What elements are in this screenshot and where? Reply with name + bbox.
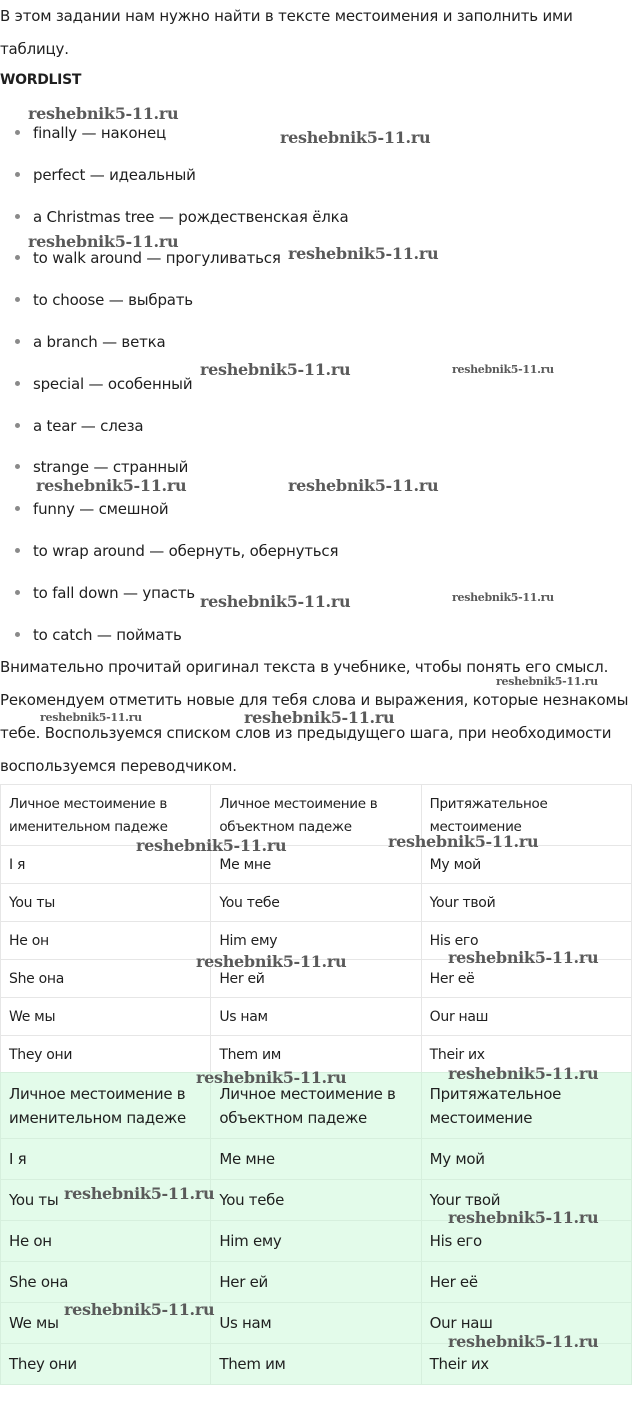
watermark: reshebnik5-11.ru	[448, 1332, 599, 1351]
table-cell: You ты	[1, 1180, 211, 1221]
table-cell: Your твой	[421, 1180, 631, 1221]
watermark: reshebnik5-11.ru	[448, 1208, 599, 1227]
table-cell: Us нам	[211, 998, 421, 1036]
table-cell: Your твой	[421, 884, 631, 922]
table-cell: Her её	[421, 960, 631, 998]
wordlist-heading: WORDLIST	[0, 72, 82, 88]
table-cell: Our наш	[421, 998, 631, 1036]
table-cell: Them им	[211, 1036, 421, 1074]
watermark: reshebnik5-11.ru	[452, 591, 554, 604]
watermark: reshebnik5-11.ru	[28, 232, 179, 251]
watermark: reshebnik5-11.ru	[388, 832, 539, 851]
watermark: reshebnik5-11.ru	[448, 1064, 599, 1083]
list-item	[0, 614, 632, 656]
table-row	[1, 922, 632, 960]
table-cell: You ты	[1, 884, 211, 922]
watermark: reshebnik5-11.ru	[28, 104, 179, 123]
table-row	[1, 1262, 632, 1303]
wordlist-entry: finally — наконец	[33, 124, 166, 142]
table-row	[1, 1344, 632, 1385]
table-row	[1, 1139, 632, 1180]
watermark: reshebnik5-11.ru	[496, 675, 598, 688]
wordlist-entry: to walk around — прогуливаться	[33, 249, 281, 268]
table-cell: Her ей	[211, 1262, 421, 1303]
table-cell: We мы	[1, 998, 211, 1036]
header-cell: Личное местоимение в именительном падеже	[1, 785, 211, 846]
bullet-icon	[15, 590, 20, 595]
table-cell: My мой	[421, 1139, 631, 1180]
intro-paragraph: В этом задании нам нужно найти в тексте местоимения и заполнить ими таблицу.	[0, 7, 573, 58]
table-cell: His его	[421, 922, 631, 960]
answer-table	[0, 1072, 632, 1385]
table-cell: His его	[421, 1221, 631, 1262]
table-header-row	[1, 785, 632, 846]
table-cell: My мой	[421, 846, 631, 884]
list-item	[0, 488, 632, 530]
watermark: reshebnik5-11.ru	[244, 708, 395, 727]
watermark: reshebnik5-11.ru	[280, 128, 431, 147]
table-cell: Him ему	[211, 922, 421, 960]
table-cell: They они	[1, 1344, 211, 1385]
watermark: reshebnik5-11.ru	[196, 952, 347, 971]
wordlist	[0, 112, 632, 655]
table-cell: He он	[1, 922, 211, 960]
table-cell: They они	[1, 1036, 211, 1074]
table-header-row	[1, 1073, 632, 1139]
table-row	[1, 846, 632, 884]
table-cell: Me мне	[211, 846, 421, 884]
wordlist-entry: perfect — идеальный	[33, 165, 196, 184]
header-cell: Притяжательное местоимение	[421, 785, 631, 846]
watermark: reshebnik5-11.ru	[200, 592, 351, 611]
list-item	[0, 196, 632, 238]
table-cell: He он	[1, 1221, 211, 1262]
wordlist-entry: to wrap around — обернуть, обернуться	[33, 541, 339, 560]
watermark: reshebnik5-11.ru	[36, 476, 187, 495]
watermark: reshebnik5-11.ru	[200, 360, 351, 379]
bullet-icon	[15, 632, 20, 637]
watermark: reshebnik5-11.ru	[196, 1068, 347, 1087]
list-item	[0, 405, 632, 447]
watermark: reshebnik5-11.ru	[288, 244, 439, 263]
watermark: reshebnik5-11.ru	[136, 836, 287, 855]
list-item	[0, 446, 632, 488]
table-row	[1, 1303, 632, 1344]
wordlist-entry: funny — смешной	[33, 500, 169, 519]
list-item	[0, 154, 632, 196]
bullet-icon	[15, 297, 20, 302]
table-row	[1, 998, 632, 1036]
wordlist-entry: to catch — поймать	[33, 625, 182, 644]
table-cell: Her ей	[211, 960, 421, 998]
list-item	[0, 279, 632, 321]
table-cell: I я	[1, 1139, 211, 1180]
bullet-icon	[15, 506, 20, 511]
wordlist-entry: special — особенный	[33, 374, 193, 393]
bullet-icon	[15, 381, 20, 386]
list-item	[0, 321, 632, 363]
wordlist-entry: strange — странный	[33, 458, 189, 477]
wordlist-entry: to fall down — упасть	[33, 583, 195, 602]
table-cell: Their их	[421, 1344, 631, 1385]
watermark: reshebnik5-11.ru	[40, 711, 142, 724]
instruction-paragraph: Внимательно прочитай оригинал текста в учебнике, чтобы понять его смысл. Рекомендуем отметить новые для тебя слова и выражения, которые незнакомы тебе. Воспользуемся списком слов из предыдущего шага, при необходимости воспользуемся переводчиком.	[0, 658, 629, 775]
bullet-icon	[15, 423, 20, 428]
table-cell: I я	[1, 846, 211, 884]
bullet-icon	[15, 339, 20, 344]
table-row	[1, 1036, 632, 1074]
table-cell: Me мне	[211, 1139, 421, 1180]
header-cell: Личное местоимение в объектном падеже	[211, 785, 421, 846]
bullet-icon	[15, 172, 20, 177]
table-cell: Us нам	[211, 1303, 421, 1344]
watermark: reshebnik5-11.ru	[64, 1300, 215, 1319]
table-cell: Her её	[421, 1262, 631, 1303]
table-cell: You тебе	[211, 1180, 421, 1221]
table-row	[1, 884, 632, 922]
table-cell: She она	[1, 1262, 211, 1303]
table-cell: You тебе	[211, 884, 421, 922]
wordlist-entry: to choose — выбрать	[33, 291, 193, 310]
bullet-icon	[15, 130, 20, 135]
header-cell: Личное местоимение в именительном падеже	[1, 1073, 211, 1139]
table-cell: Them им	[211, 1344, 421, 1385]
bullet-icon	[15, 255, 20, 260]
table-cell: She она	[1, 960, 211, 998]
watermark: reshebnik5-11.ru	[64, 1184, 215, 1203]
list-item	[0, 572, 632, 614]
wordlist-entry: a Christmas tree — рождественская ёлка	[33, 207, 349, 226]
header-cell: Личное местоимение в объектном падеже	[211, 1073, 421, 1139]
list-item	[0, 530, 632, 572]
watermark: reshebnik5-11.ru	[452, 363, 554, 376]
list-item	[0, 112, 632, 154]
bullet-icon	[15, 464, 20, 469]
table-row	[1, 960, 632, 998]
table-row	[1, 1180, 632, 1221]
list-item	[0, 363, 632, 405]
bullet-icon	[15, 214, 20, 219]
header-cell: Притяжательное местоимение	[421, 1073, 631, 1139]
watermark: reshebnik5-11.ru	[448, 948, 599, 967]
bullet-icon	[15, 548, 20, 553]
list-item	[0, 237, 632, 279]
table-cell: Him ему	[211, 1221, 421, 1262]
pronoun-table	[0, 784, 632, 1074]
watermark: reshebnik5-11.ru	[288, 476, 439, 495]
wordlist-entry: a branch — ветка	[33, 332, 166, 351]
table-cell: Our наш	[421, 1303, 631, 1344]
table-cell: Their их	[421, 1036, 631, 1074]
table-cell: We мы	[1, 1303, 211, 1344]
wordlist-entry: a tear — слеза	[33, 416, 144, 435]
table-row	[1, 1221, 632, 1262]
